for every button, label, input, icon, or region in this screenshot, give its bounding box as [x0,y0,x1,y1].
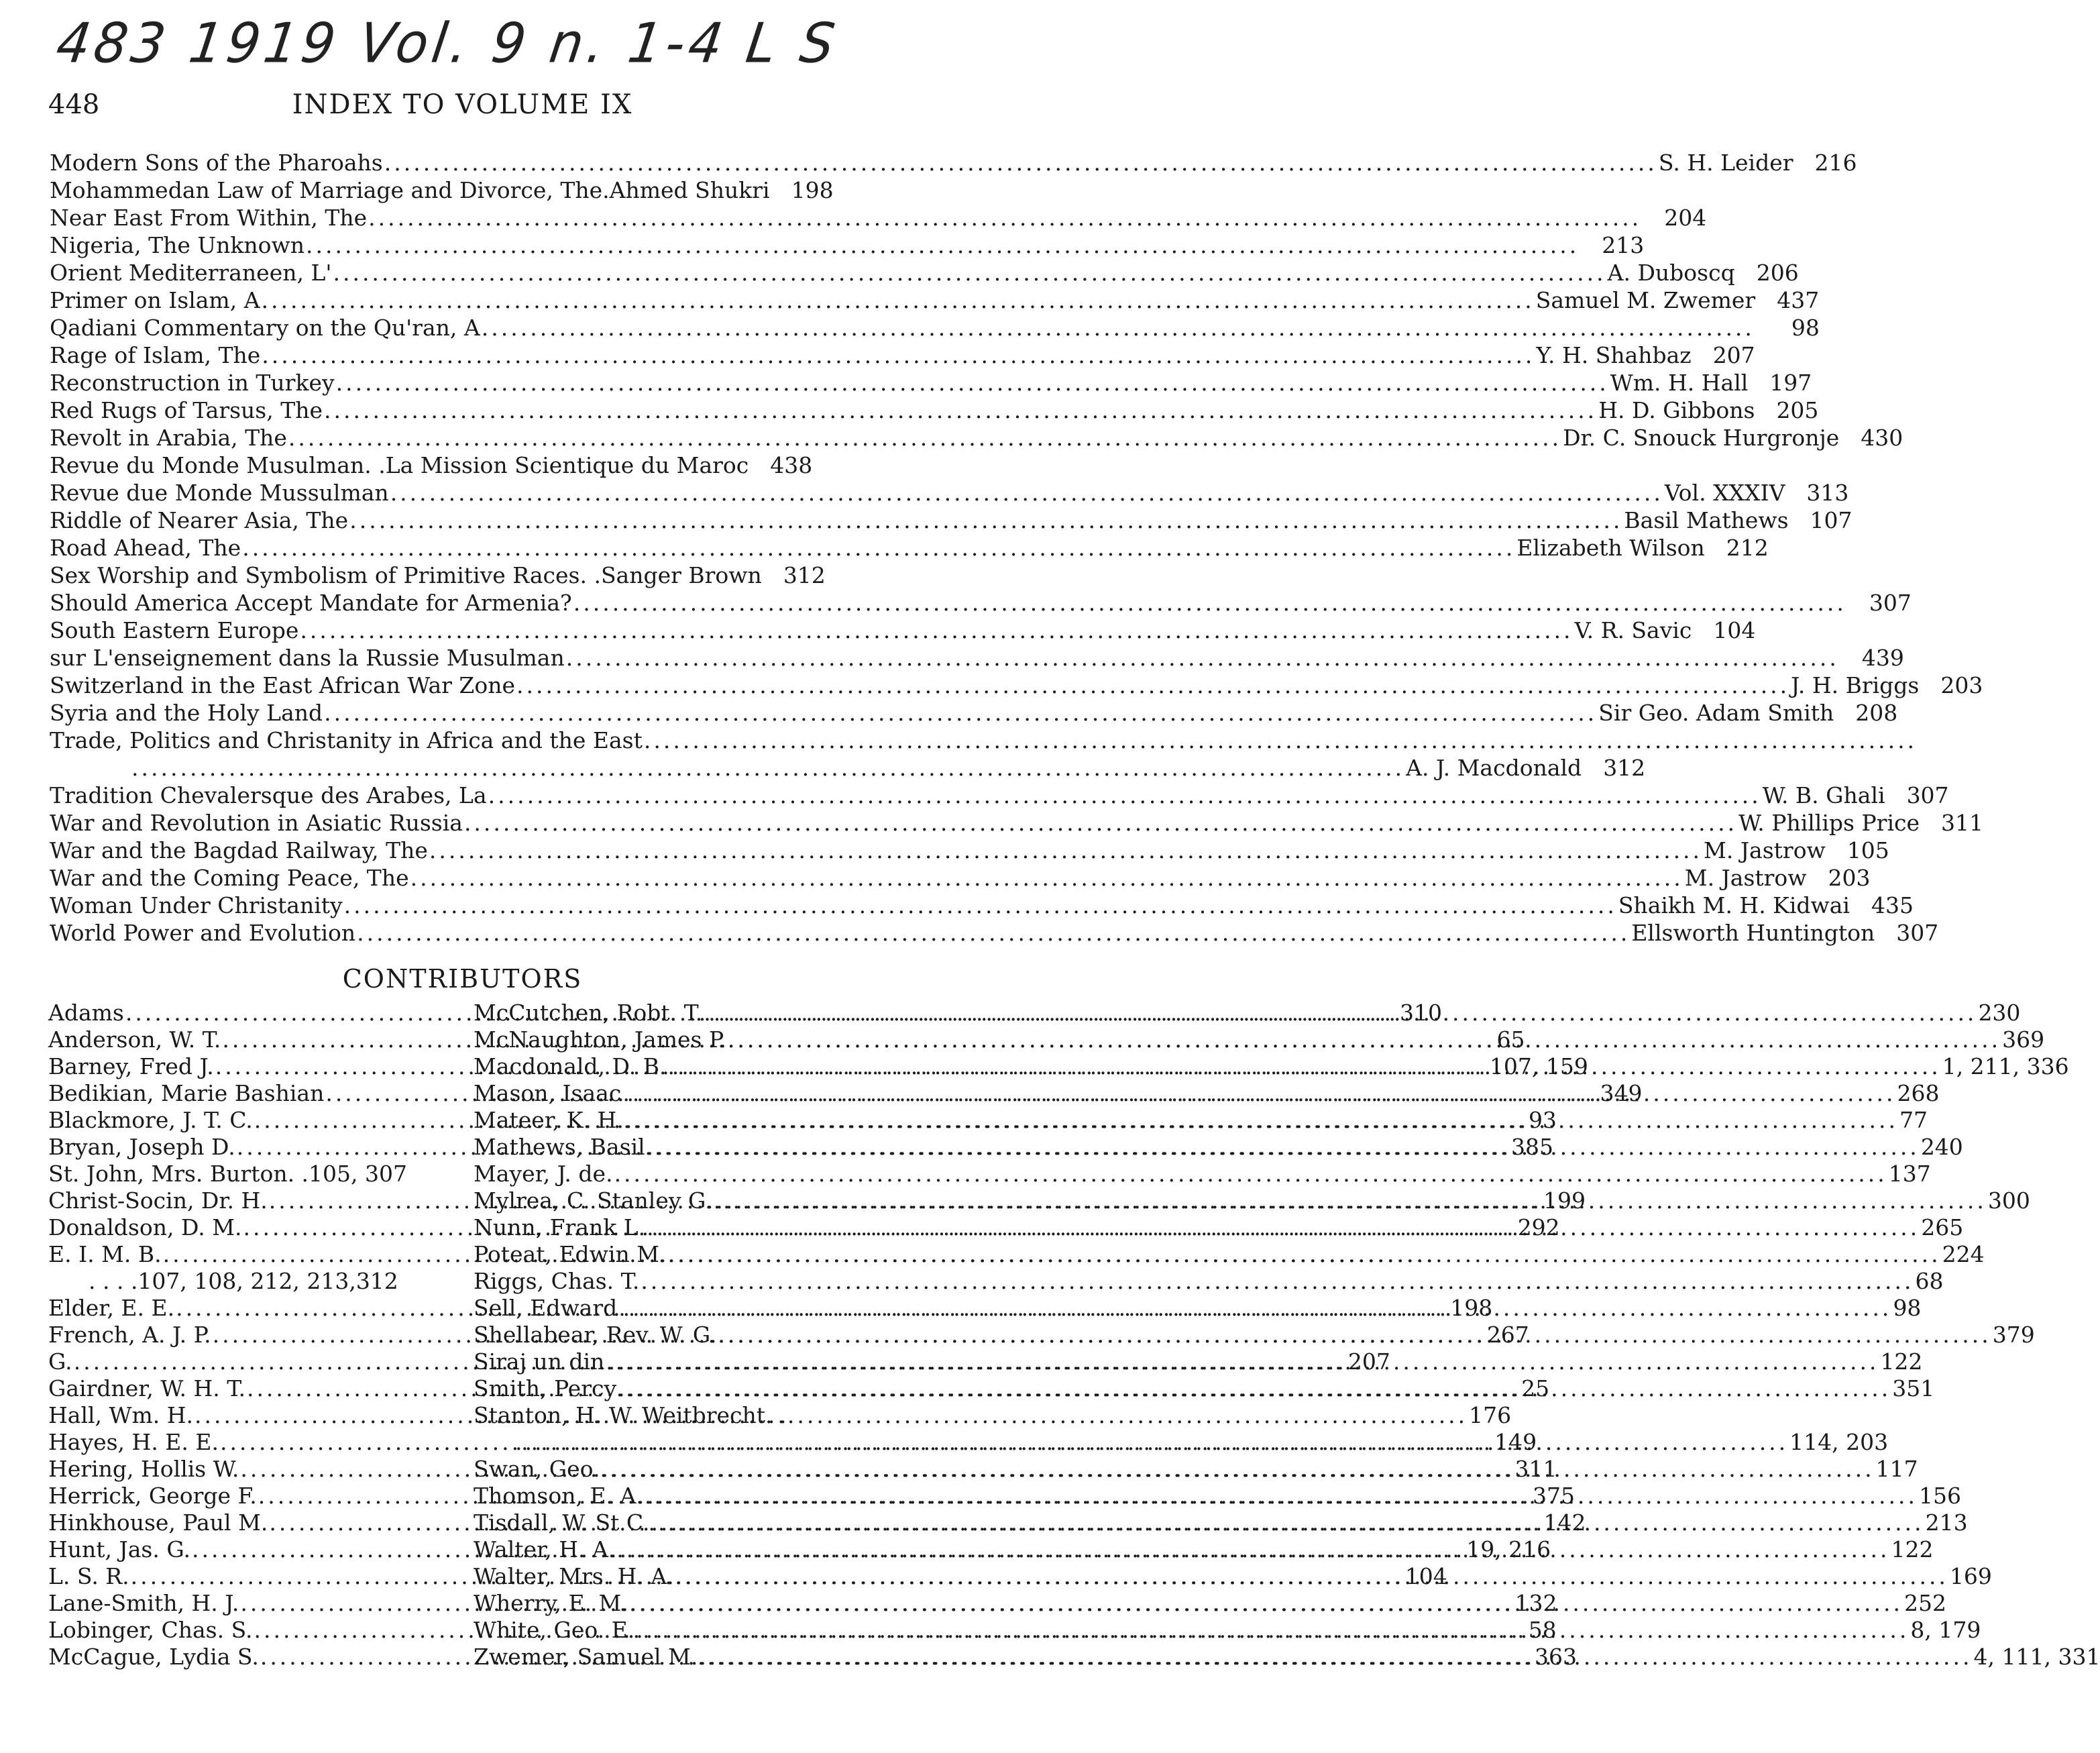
contributor-pages: 268 [1897,1080,1940,1106]
contributor-pages: 65 [1496,1026,1525,1053]
dot-leader [349,507,1622,534]
entry-page: 208 [1855,700,1898,726]
dot-leader [573,589,1846,617]
contributor-pages: 265 [1921,1214,1964,1240]
dot-leader [675,1563,1948,1590]
contributor-name: Walter, Mrs. H. A. [474,1563,674,1589]
dot-leader [625,1107,1898,1134]
contributor-pages: 114, 203 [1789,1429,1889,1455]
contributor-pages: 230 [1978,1000,2021,1026]
dot-leader [647,1134,1920,1161]
index-entry [50,892,1914,919]
dot-leader [668,1053,1941,1080]
dot-leader [641,1268,1914,1295]
index-entry [50,451,875,479]
contributor-pages: 142 [1543,1509,1586,1536]
contributor-name: Hinkhouse, Paul M. [48,1509,268,1536]
index-entry [50,314,1820,341]
contributor-name: Herrick, George F. [48,1483,257,1509]
entry-title: Road Ahead, The [50,535,241,561]
contributor-name: Mason, Isaac [474,1080,622,1106]
dot-leader [357,919,1630,947]
contributor-entry [474,1241,1985,1268]
entry-page: 307 [1896,920,1939,946]
contributor-name: Hering, Hollis W. [48,1456,239,1482]
contributor-name: Elder, E. E. [48,1295,175,1321]
entry-author: A. Duboscq [1607,260,1735,286]
contributor-name: Tisdall, W. St C. [474,1509,650,1536]
entry-page: 104 [1713,617,1756,643]
entry-title: War and Revolution in Asiatic Russia [50,810,463,836]
entry-title: Sex Worship and Symbolism of Primitive Races. . [50,562,601,588]
entry-page: 98 [1791,315,1820,341]
entry-author: H. D. Gibbons [1598,397,1755,423]
contributor-pages: 385 [1510,1134,1553,1160]
contributor-name: Barney, Fred J. [48,1053,214,1079]
index-entry [50,369,1812,396]
contributor-pages: 369 [2002,1026,2045,1053]
index-entry [50,176,875,204]
contributor-pages: 58 [1528,1617,1557,1643]
contributor-pages: 25 [1521,1375,1550,1401]
contributor-name: Thomson, E. A. [474,1483,643,1509]
entry-author: S. H. Leider [1658,150,1793,176]
dot-leader [488,782,1761,809]
index-entry [50,231,1645,259]
entry-title: Trade, Politics and Christanity in Africa and the East [50,727,643,753]
contributor-name: Adams [48,1000,124,1026]
dot-leader [630,1590,1903,1617]
contributor-name: L. S. R. [48,1563,129,1589]
index-entry [50,424,1903,451]
index-entry [50,644,1904,672]
dot-leader [704,1000,1977,1026]
entry-author: Shaikh M. H. Kidwai [1618,892,1850,918]
contributor-pages: 311 [1514,1456,1557,1482]
contributor-pages: 224 [1942,1241,1985,1267]
entry-title: South Eastern Europe [50,617,299,643]
contributor-name: Hunt, Jas. G. [48,1536,191,1562]
page-number: 448 [48,89,100,120]
entry-page: 212 [1726,535,1769,561]
index-entry [50,589,1912,617]
dot-leader [368,204,1641,231]
entry-page: 312 [783,562,826,588]
dot-leader [699,1644,1972,1670]
entry-author: W. Phillips Price [1738,810,1920,836]
entry-author: A. J. Macdonald [1406,755,1582,781]
contributor-pages: 176 [1469,1402,1512,1428]
entry-page: 197 [1769,370,1812,396]
contributor-name: Hayes, H. E. E. [48,1429,219,1455]
index-entry [50,507,1853,534]
running-title: INDEX TO VOLUME IX [292,89,633,120]
contributor-name: Blackmore, J. T. C. [48,1107,253,1133]
handwritten-note: 483 1919 Vol. 9 n. 1-4 L S [52,11,842,76]
entry-title: Orient Mediterraneen, L' [50,260,332,286]
index-entry [50,864,1871,892]
article-index [50,149,1984,947]
contributor-name: Siraj un din [474,1348,605,1375]
entry-page: 307 [1869,590,1912,616]
entry-author: Basil Mathews [1624,507,1789,533]
entry-title: Syria and the Holy Land [50,700,323,726]
entry-author: Y. H. Shahbaz [1536,342,1692,368]
dot-leader [482,314,1755,341]
contributor-entry [48,1161,439,1187]
contributor-name: E. I. M. B. [48,1241,162,1267]
contributor-pages: 117 [1875,1456,1918,1482]
contributor-pages: 1, 211, 336 [1942,1053,2069,1079]
index-entry [50,672,1983,699]
entry-page: 203 [1940,672,1983,698]
contributor-name: Lane-Smith, H. J. [48,1590,239,1616]
dot-leader [636,1617,1909,1644]
index-entry [50,396,1819,424]
contributor-name: White, Geo. E. [474,1617,635,1643]
dot-leader [516,672,1789,699]
contributor-name: French, A. J. P. [48,1322,211,1348]
contributor-pages: 240 [1920,1134,1963,1160]
contributor-pages: 68 [1915,1268,1944,1294]
contributor-pages: 199 [1543,1187,1586,1214]
index-entry [50,259,1799,286]
entry-title: War and the Coming Peace, The [50,865,409,891]
entry-author: Ahmed Shukri [609,177,770,203]
dot-leader [344,892,1617,919]
dot-leader [667,1241,1940,1268]
entry-author: W. B. Ghali [1762,782,1885,808]
contributor-entry [474,1161,1931,1187]
contributor-entry [48,1268,439,1295]
dot-leader [429,837,1702,864]
contributor-pages: 363 [1535,1644,1577,1670]
entry-title: Revolt in Arabia, The [50,425,287,451]
entry-page: 435 [1871,892,1914,918]
entry-author: La Mission Scientique du Maroc [385,452,749,478]
entry-page: 313 [1806,480,1849,506]
contributor-name: Christ-Socin, Dr. H. [48,1187,268,1214]
contributor-pages: 107, 159 [1489,1053,1588,1079]
dot-leader [336,369,1609,396]
dot-leader [622,1080,1895,1107]
contributor-name: Macdonald, D. B. [474,1053,667,1079]
contributor-pages: 198 [1450,1295,1493,1321]
dot-leader [644,727,1917,754]
contributor-name: Mateer, K. H. [474,1107,624,1133]
contributor-pages: 207 [1347,1348,1390,1375]
dot-leader [384,149,1657,176]
contributor-name: Stanton, H. W. Weitbrecht. . [474,1402,787,1428]
entry-page: 203 [1828,865,1871,891]
index-entry [50,837,1889,864]
contributor-name: Mayer, J. de. [474,1161,613,1187]
dot-leader [645,1483,1918,1509]
entry-title: Should America Accept Mandate for Armenia? [50,590,572,616]
entry-title: Nigeria, The Unknown [50,232,305,258]
contributor-pages: 122 [1891,1536,1934,1562]
entry-page: 207 [1712,342,1755,368]
dot-leader [728,1026,2001,1053]
contributor-name: Smith, Percy [474,1375,617,1401]
contributors-heading: CONTRIBUTORS [342,964,583,994]
contributor-name: St. John, Mrs. Burton. . [48,1161,309,1187]
contributor-pages: 77 [1899,1107,1928,1133]
entry-author: Wm. H. Hall [1610,370,1749,396]
index-entry [50,699,1898,727]
dot-leader [324,699,1597,727]
contributor-name: Gairdner, W. H. T. [48,1375,245,1401]
index-entry [50,562,875,589]
entry-page: 213 [1602,232,1645,258]
dot-leader [131,754,1404,782]
entry-page: 430 [1861,425,1903,451]
dot-leader [618,1295,1891,1322]
entry-author: Dr. C. Snouck Hurgronje [1563,425,1840,451]
entry-page: 311 [1941,810,1984,836]
contributor-pages: 132 [1514,1590,1557,1616]
contributor-pages: 349 [1600,1080,1643,1106]
contributor-entry [48,1241,439,1268]
contributor-pages: 300 [1987,1187,2030,1214]
index-entry [50,286,1820,314]
contributor-name: Wherry, E. M. [474,1590,628,1616]
contributor-pages: 310 [1400,1000,1443,1026]
entry-title: Switzerland in the East African War Zone [50,672,515,698]
entry-author: M. Jastrow [1684,865,1807,891]
entry-title: Mohammedan Law of Marriage and Divorce, The. [50,177,610,203]
entry-page: 438 [770,452,813,478]
dot-leader [242,534,1515,562]
dot-leader [614,1161,1887,1187]
contributor-pages: 156 [1919,1483,1962,1509]
contributor-name: Riggs, Chas. T. [474,1268,640,1294]
entry-author: V. R. Savic [1574,617,1692,643]
contributor-name: Sell, Edward [474,1295,618,1321]
contributor-name: Mylrea, C. Stanley G. [474,1187,712,1214]
entry-title: Revue du Monde Musulman. . [50,452,386,478]
entry-page: 107 [1810,507,1853,533]
contributor-pages: 8, 179 [1910,1617,1981,1643]
entry-title: Riddle of Nearer Asia, The [50,507,349,533]
contributor-name: McCague, Lydia S. [48,1644,259,1670]
dot-leader [306,231,1579,259]
dot-leader [390,479,1663,507]
entry-title: Rage of Islam, The [50,342,261,368]
entry-page: 205 [1776,397,1819,423]
contributor-entry [48,1429,1537,1456]
entry-title: Tradition Chevalersque des Arabes, La [50,782,487,808]
entry-page: 437 [1777,287,1820,313]
dot-leader [566,644,1839,672]
contributor-pages: 19, 216 [1466,1536,1551,1562]
entry-page: 439 [1861,645,1904,671]
contributor-pages: 267 [1486,1322,1529,1348]
dot-leader [410,864,1683,892]
index-entry [50,341,1755,369]
entry-author: M. Jastrow [1704,837,1826,863]
index-entry [50,534,1769,562]
entry-title: Reconstruction in Turkey [50,370,335,396]
index-entry [50,754,1646,782]
dot-leader [714,1187,1987,1214]
entry-page: 307 [1906,782,1949,808]
contributor-name: Poteat, Edwin M. [474,1241,667,1267]
index-entry [50,204,1707,231]
entry-title: Revue due Monde Mussulman [50,480,389,506]
contributor-name: Donaldson, D. M. [48,1214,242,1240]
contributor-name: Zwemer, Samuel M. [474,1644,698,1670]
contributor-name: Nunn, Frank L. [474,1214,646,1240]
dot-leader [718,1322,1991,1348]
dot-leader [606,1348,1879,1375]
contributor-entry [474,1268,1944,1295]
contributor-name: . . . .107, 108, 212, 213, [89,1268,356,1294]
entry-page: 204 [1664,205,1707,231]
dot-leader [262,286,1535,314]
entry-page: 198 [791,177,834,203]
contributor-pages: 351 [1892,1375,1935,1401]
entry-page: 105 [1846,837,1889,863]
contributor-name: Bryan, Joseph D. [48,1134,235,1160]
contributor-name: Anderson, W. T. [48,1026,221,1053]
entry-title: sur L'enseignement dans la Russie Musulman [50,645,565,671]
dot-leader [618,1375,1891,1402]
contributor-pages: 292 [1517,1214,1560,1240]
contributor-name: McNaughton, James P. [474,1026,726,1053]
contributor-entry [474,1402,864,1429]
dot-leader [616,1536,1889,1563]
dot-leader [262,341,1535,369]
dot-leader [288,424,1561,451]
contributor-pages: 149 [1494,1429,1537,1455]
contributor-pages: 105, 307 [309,1161,407,1187]
contributor-pages: 252 [1904,1590,1947,1616]
contributor-name: Walter, H. A. [474,1536,616,1562]
entry-author: J. H. Briggs [1791,672,1920,698]
entry-page: 216 [1814,150,1857,176]
entry-author: Sanger Brown [600,562,762,588]
contributor-pages: 137 [1888,1161,1931,1187]
contributor-pages: 213 [1925,1509,1968,1536]
contributor-pages: 98 [1893,1295,1922,1321]
dot-leader [333,259,1606,286]
contributor-pages: 169 [1949,1563,1992,1589]
contributor-name: McCutchen, Robt. T. [474,1000,703,1026]
contributor-name: Shellabear, Rev. W. G. [474,1322,717,1348]
contributor-name: Hall, Wm. H. [48,1402,193,1428]
entry-author: Vol. XXXIV [1664,480,1785,506]
entry-title: Qadiani Commentary on the Qu'ran, A [50,315,480,341]
contributor-name: Bedikian, Marie Bashian [48,1080,325,1106]
entry-title: Woman Under Christanity [50,892,343,918]
index-entry [50,919,1939,947]
dot-leader [515,1429,1788,1456]
entry-author: Samuel M. Zwemer [1535,287,1756,313]
entry-author: Elizabeth Wilson [1516,535,1705,561]
dot-leader [647,1214,1920,1241]
index-entry [50,617,1756,644]
contributor-name: Mathews, Basil [474,1134,645,1160]
index-entry [50,479,1849,507]
dot-leader [300,617,1573,644]
contributor-pages: 104 [1404,1563,1447,1589]
index-entry [50,149,1857,176]
entry-title: Near East From Within, The [50,205,368,231]
contributor-name: Lobinger, Chas. S. [48,1617,253,1643]
entry-page: 206 [1756,260,1799,286]
entry-title: War and the Bagdad Railway, The [50,837,428,863]
dot-leader [464,809,1737,837]
dot-leader [324,396,1597,424]
index-entry [50,782,1949,809]
contributor-pages: 379 [1992,1322,2035,1348]
page-header [0,84,925,124]
dot-leader [651,1509,1924,1536]
index-entry [50,809,1984,837]
entry-title: Modern Sons of the Pharoahs [50,150,383,176]
contributor-pages: 375 [1532,1483,1575,1509]
contributor-pages: 93 [1528,1107,1557,1133]
entry-author: Sir Geo. Adam Smith [1598,700,1834,726]
contributor-name: G. [48,1348,72,1375]
dot-leader [601,1456,1874,1483]
index-entry [50,727,875,754]
entry-title: Red Rugs of Tarsus, The [50,397,323,423]
contributor-pages: 122 [1880,1348,1923,1375]
entry-author: Ellsworth Huntington [1631,920,1875,946]
entry-page: 312 [1603,755,1646,781]
contributor-pages: 4, 111, 331 [1973,1644,2100,1670]
contributor-pages: 312 [355,1268,398,1294]
entry-title: World Power and Evolution [50,920,356,946]
contributor-name: Swan, Geo. [474,1456,600,1482]
entry-title: Primer on Islam, A [50,287,260,313]
